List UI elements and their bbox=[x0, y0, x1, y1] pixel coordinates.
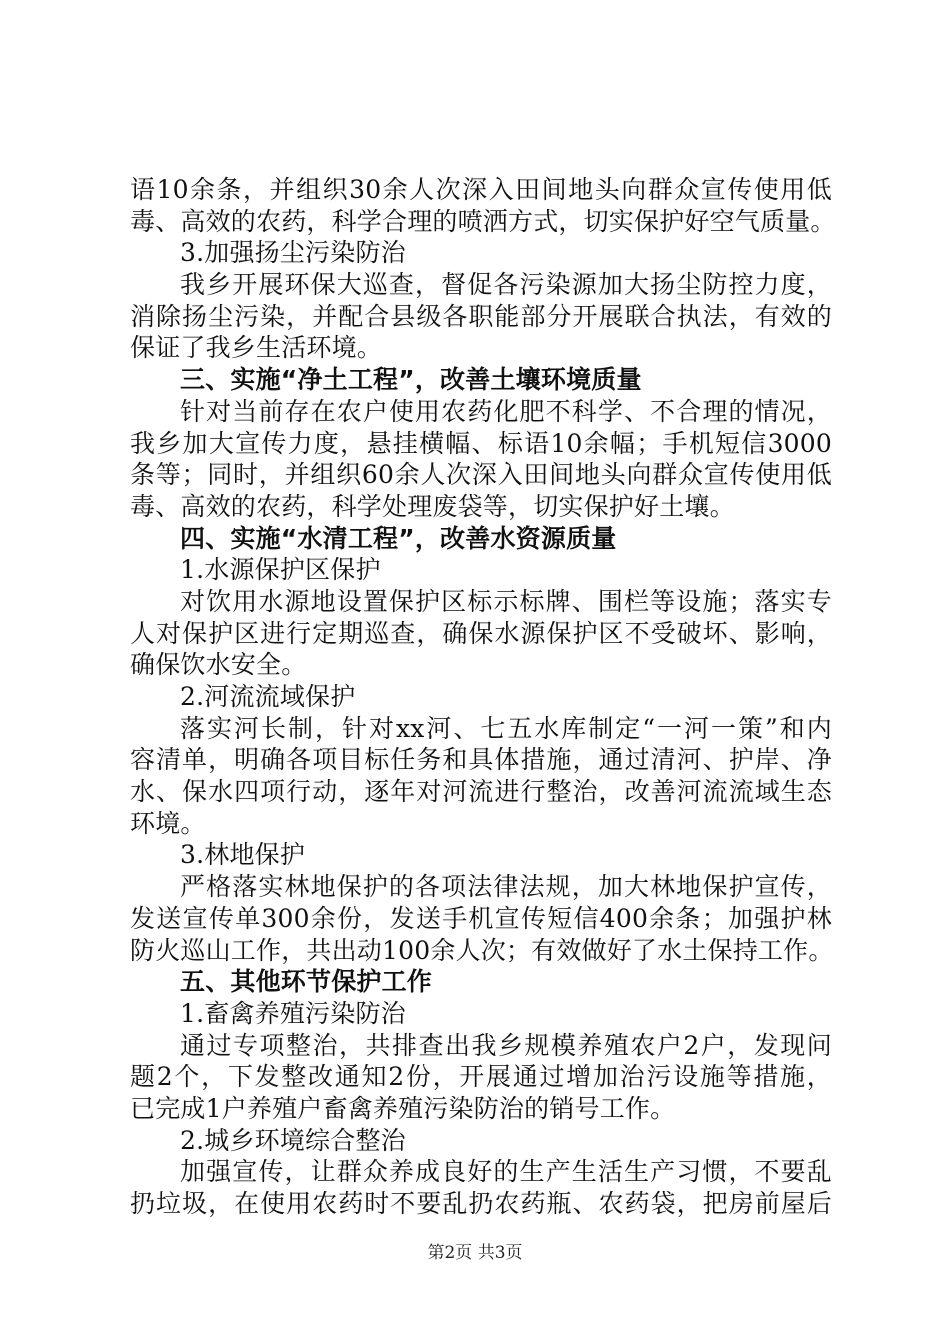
text-line: 消除扬尘污染，并配合县级各职能部分开展联合执法，有效的 bbox=[130, 301, 832, 331]
text-line: 已完成1户养殖户畜禽养殖污染防治的销号工作。 bbox=[130, 1093, 676, 1123]
text-line: 2.河流流域保护 bbox=[180, 682, 356, 711]
text-line: 通过专项整治，共排查出我乡规模养殖农户2户，发现问 bbox=[180, 1030, 832, 1060]
text-line: 2.城乡环境综合整治 bbox=[180, 1125, 406, 1155]
text-line: 扔垃圾，在使用农药时不要乱扔农药瓶、农药袋，把房前屋后 bbox=[130, 1189, 832, 1218]
text-line: 人对保护区进行定期巡查，确保水源保护区不受破坏、影响， bbox=[130, 618, 832, 648]
text-line: 我乡加大宣传力度，悬挂横幅、标语10余幅；手机短信3000 bbox=[130, 428, 832, 458]
text-line: 环境。 bbox=[130, 808, 206, 838]
text-line: 严格落实林地保护的各项法律法规，加大林地保护宣传， bbox=[180, 872, 832, 902]
text-line: 发送宣传单300余份，发送手机宣传短信400余条；加强护林 bbox=[130, 903, 832, 933]
text-line: 条等；同时，并组织60余人次深入田间地头向群众宣传使用低 bbox=[130, 460, 832, 490]
document-body bbox=[130, 174, 836, 1220]
text-line: 毒、高效的农药，科学处理废袋等，切实保护好土壤。 bbox=[130, 491, 735, 521]
section-heading: 五、其他环节保护工作 bbox=[180, 967, 433, 997]
text-line: 题2个，下发整改通知2份，开展通过增加治污设施等措施， bbox=[130, 1062, 832, 1092]
text-line: 针对当前存在农户使用农药化肥不科学、不合理的情况， bbox=[180, 396, 832, 426]
text-line: 落实河长制，针对xx河、七五水库制定“一河一策”和内 bbox=[180, 713, 832, 743]
page-footer: 第2页 共3页 bbox=[427, 1243, 523, 1263]
text-line: 对饮用水源地设置保护区标示标牌、围栏等设施；落实专 bbox=[180, 586, 832, 616]
text-line: 1.水源保护区保护 bbox=[180, 555, 381, 585]
text-line: 防火巡山工作，共出动100余人次；有效做好了水土保持工作。 bbox=[130, 935, 834, 965]
text-line: 1.畜禽养殖污染防治 bbox=[180, 998, 406, 1028]
text-line: 我乡开展环保大巡查，督促各污染源加大扬尘防控力度， bbox=[180, 270, 832, 300]
text-line: 3.加强扬尘污染防治 bbox=[180, 238, 406, 268]
text-line: 确保饮水安全。 bbox=[130, 650, 307, 680]
text-line: 容清单，明确各项目标任务和具体措施，通过清河、护岸、净 bbox=[130, 745, 832, 775]
text-line: 语10余条，并组织30余人次深入田间地头向群众宣传使用低 bbox=[130, 175, 832, 204]
text-line: 保证了我乡生活环境。 bbox=[130, 333, 383, 363]
section-heading: 四、实施“水清工程”，改善水资源质量 bbox=[180, 523, 617, 553]
section-heading: 三、实施“净土工程”，改善土壤环境质量 bbox=[180, 365, 642, 395]
text-line: 水、保水四项行动，逐年对河流进行整治，改善河流流域生态 bbox=[130, 777, 832, 807]
text-line: 3.林地保护 bbox=[180, 840, 306, 870]
text-line: 加强宣传，让群众养成良好的生产生活生产习惯，不要乱 bbox=[180, 1157, 832, 1187]
text-line: 毒、高效的农药，科学合理的喷洒方式，切实保护好空气质量。 bbox=[130, 206, 836, 236]
